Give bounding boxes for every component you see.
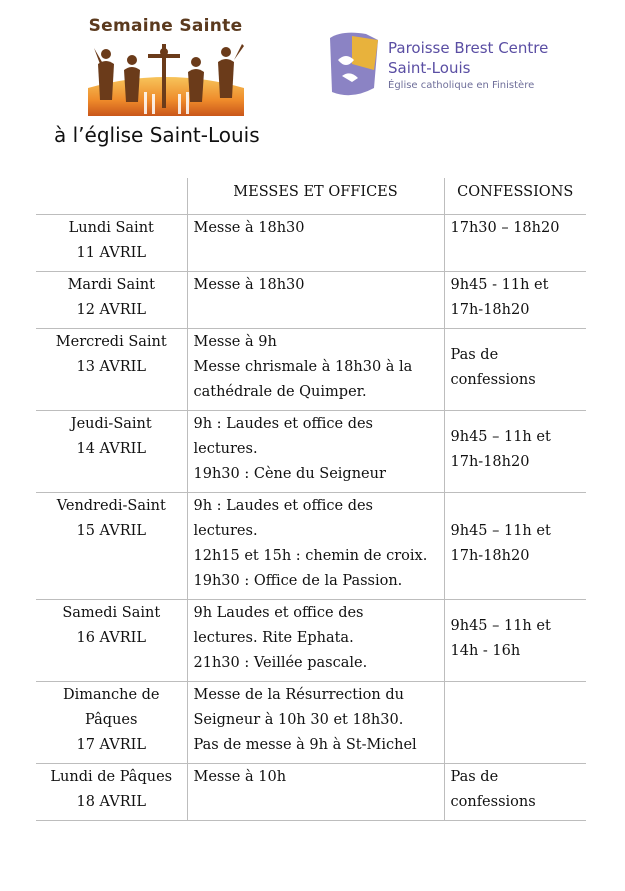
table-row (36, 682, 586, 764)
table-row (36, 215, 586, 272)
confession-line: 9h45 – 11h et (450, 428, 551, 445)
confessions-cell (444, 682, 586, 764)
confession-line: 17h-18h20 (450, 453, 530, 470)
confessions-cell (444, 600, 586, 682)
masses-cell (187, 215, 444, 272)
parish-location: Saint-Louis (388, 59, 471, 77)
semaine-sainte-logo (78, 16, 253, 116)
day-name: Lundi Saint (68, 220, 154, 236)
holy-week-illustration-icon (84, 40, 248, 116)
mass-line: Pas de messe à 9h à St-Michel (193, 737, 417, 753)
mass-line: lectures. (193, 441, 258, 457)
header-day (36, 178, 187, 215)
mass-line: Messe à 18h30 (193, 220, 305, 236)
confession-line: Pas de confessions (450, 346, 536, 388)
parish-emblem-icon (322, 30, 382, 100)
masses-cell (187, 764, 444, 821)
mass-line: 9h : Laudes et office des (193, 416, 373, 432)
day-name: Jeudi-Saint (70, 416, 152, 432)
header-masses: MESSES ET OFFICES (187, 178, 444, 215)
mass-line: Messe de la Résurrection du (193, 687, 404, 703)
header-confessions: CONFESSIONS (444, 178, 586, 215)
mass-line: lectures. Rite Ephata. (193, 630, 354, 646)
day-cell (36, 411, 187, 493)
day-cell (36, 764, 187, 821)
table-row (36, 764, 586, 821)
mass-line: Seigneur à 10h 30 et 18h30. (193, 712, 404, 728)
mass-line: Messe à 10h (193, 769, 287, 785)
confession-line: Pas de confessions (450, 769, 536, 810)
mass-line: Messe à 9h (193, 334, 277, 350)
day-cell (36, 329, 187, 411)
confession-line: 9h45 – 11h et (450, 617, 551, 634)
day-cell (36, 493, 187, 600)
day-name: Mardi Saint (67, 277, 155, 293)
masses-cell (187, 682, 444, 764)
confessions-cell (444, 272, 586, 329)
day-date: 18 AVRIL (76, 794, 147, 810)
day-date: 12 AVRIL (76, 302, 147, 318)
event-title: Semaine Sainte (88, 16, 243, 36)
day-cell (36, 215, 187, 272)
table-header-row (36, 178, 586, 215)
day-cell (36, 682, 187, 764)
paroisse-logo (322, 30, 562, 100)
confessions-cell (444, 329, 586, 411)
confession-line: 14h - 16h (450, 642, 521, 659)
confessions-cell (444, 493, 586, 600)
holy-week-schedule-table (36, 178, 586, 821)
mass-line: 9h : Laudes et office des (193, 498, 373, 514)
confessions-cell (444, 764, 586, 821)
day-date: 11 AVRIL (76, 245, 147, 261)
day-name: Mercredi Saint (55, 334, 167, 350)
day-name: Samedi Saint (62, 605, 161, 621)
masses-cell (187, 493, 444, 600)
table-row (36, 600, 586, 682)
confession-line: 17h-18h20 (450, 548, 530, 564)
mass-line: cathédrale de Quimper. (193, 384, 367, 400)
day-name: Vendredi-Saint (56, 498, 166, 514)
day-date: 15 AVRIL (76, 523, 147, 539)
schedule-body (36, 215, 586, 821)
confession-line: 9h45 – 11h et (450, 523, 551, 539)
subtitle-church: à l’église Saint-Louis (54, 123, 260, 147)
table-row (36, 272, 586, 329)
day-name: Dimanche de Pâques (62, 687, 160, 728)
masses-cell (187, 411, 444, 493)
table-row (36, 493, 586, 600)
table-row (36, 411, 586, 493)
confession-line: 17h30 – 18h20 (450, 220, 560, 236)
confession-line: 17h-18h20 (450, 302, 530, 318)
masses-cell (187, 272, 444, 329)
masses-cell (187, 329, 444, 411)
mass-line: 9h Laudes et office des (193, 605, 364, 621)
mass-line: 12h15 et 15h : chemin de croix. (193, 548, 428, 564)
table-row (36, 329, 586, 411)
mass-line: 21h30 : Veillée pascale. (193, 655, 368, 671)
parish-tagline: Église catholique en Finistère (388, 80, 535, 91)
confessions-cell (444, 411, 586, 493)
mass-line: Messe à 18h30 (193, 277, 305, 293)
day-name: Lundi de Pâques (50, 769, 173, 785)
mass-line: 19h30 : Office de la Passion. (193, 573, 403, 589)
day-cell (36, 272, 187, 329)
masses-cell (187, 600, 444, 682)
day-date: 14 AVRIL (76, 441, 147, 457)
day-date: 13 AVRIL (76, 359, 147, 375)
confession-line: 9h45 - 11h et (450, 277, 549, 293)
mass-line: Messe chrismale à 18h30 à la (193, 359, 413, 375)
mass-line: 19h30 : Cène du Seigneur (193, 466, 386, 482)
day-cell (36, 600, 187, 682)
mass-line: lectures. (193, 523, 258, 539)
confessions-cell (444, 215, 586, 272)
parish-name: Paroisse Brest Centre (388, 39, 549, 57)
day-date: 17 AVRIL (76, 737, 147, 753)
day-date: 16 AVRIL (76, 630, 147, 646)
